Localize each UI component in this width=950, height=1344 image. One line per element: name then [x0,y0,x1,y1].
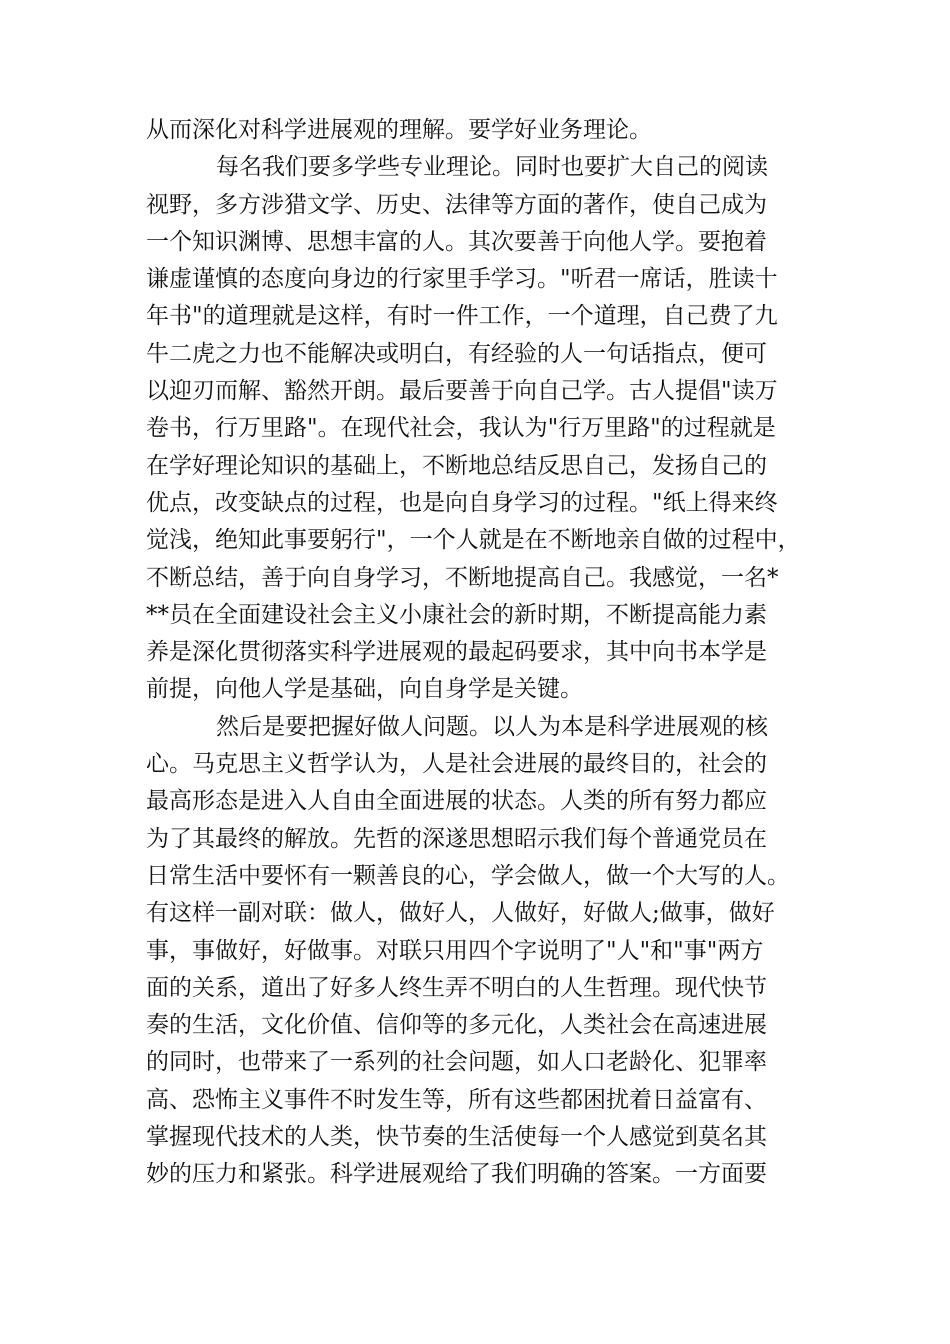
text-line: 不断总结，善于向自身学习，不断地提高自己。我感觉，一名* [146,564,779,591]
body-text [146,112,808,1194]
text-line: 一个知识渊博、思想丰富的人。其次要善于向他人学。要抱着 [146,228,767,255]
text-line: 的同时，也带来了一系列的社会问题，如人口老龄化、犯罪率 [146,1049,767,1076]
text-line: 有这样一副对联：做人，做好人，人做好，好做人;做事，做好 [146,900,775,927]
text-line: 为了其最终的解放。先哲的深遂思想昭示我们每个普通党员在 [146,825,767,852]
text-line: 面的关系，道出了好多人终生弄不明白的人生哲理。现代快节 [146,974,767,1001]
text-line: 年书"的道理就是这样，有时一件工作，一个道理，自己费了九 [146,303,778,330]
text-line: 日常生活中要怀有一颗善良的心，学会做人，做一个大写的人。 [146,862,790,889]
text-line: **员在全面建设社会主义小康社会的新时期，不断提高能力素 [146,601,767,628]
text-line: 最高形态是进入人自由全面进展的状态。人类的所有努力都应 [146,788,767,815]
text-line: 在学好理论知识的基础上，不断地总结反思自己，发扬自己的 [146,452,767,479]
text-line: 事，事做好，好做事。对联只用四个字说明了"人"和"事"两方 [146,937,764,964]
text-line: 牛二虎之力也不能解决或明白，有经验的人一句话指点，便可 [146,340,767,367]
text-line: 谦虚谨慎的态度向身边的行家里手学习。"听君一席话，胜读十 [146,266,778,293]
text-line: 视野，多方涉猎文学、历史、法律等方面的著作，使自己成为 [146,191,767,218]
text-line: 卷书，行万里路"。在现代社会，我认为"行万里路"的过程就是 [146,415,776,442]
text-line: 以迎刃而解、豁然开朗。最后要善于向自己学。古人提倡"读万 [146,378,778,405]
paragraph-first-line: 每名我们要多学些专业理论。同时也要扩大自己的阅读 [216,154,768,181]
text-line: 掌握现代技术的人类，快节奏的生活使每一个人感觉到莫名其 [146,1124,767,1151]
text-line: 优点，改变缺点的过程，也是向自身学习的过程。"纸上得来终 [146,489,778,516]
text-line: 前提，向他人学是基础，向自身学是关键。 [146,676,583,703]
text-line: 妙的压力和紧张。科学进展观给了我们明确的答案。一方面要 [146,1161,767,1188]
text-line: 高、恐怖主义事件不时发生等，所有这些都困扰着日益富有、 [146,1086,767,1113]
paragraph-first-line: 然后是要把握好做人问题。以人为本是科学进展观的核 [216,713,768,740]
text-line: 奏的生活，文化价值、信仰等的多元化，人类社会在高速进展 [146,1012,767,1039]
text-line: 养是深化贯彻落实科学进展观的最起码要求，其中向书本学是 [146,639,767,666]
text-line: 从而深化对科学进展观的理解。要学好业务理论。 [146,117,652,143]
text-line: 心。马克思主义哲学认为，人是社会进展的最终目的，社会的 [146,751,767,778]
text-line: 觉浅，绝知此事要躬行"，一个人就是在不断地亲自做的过程中， [146,527,801,554]
